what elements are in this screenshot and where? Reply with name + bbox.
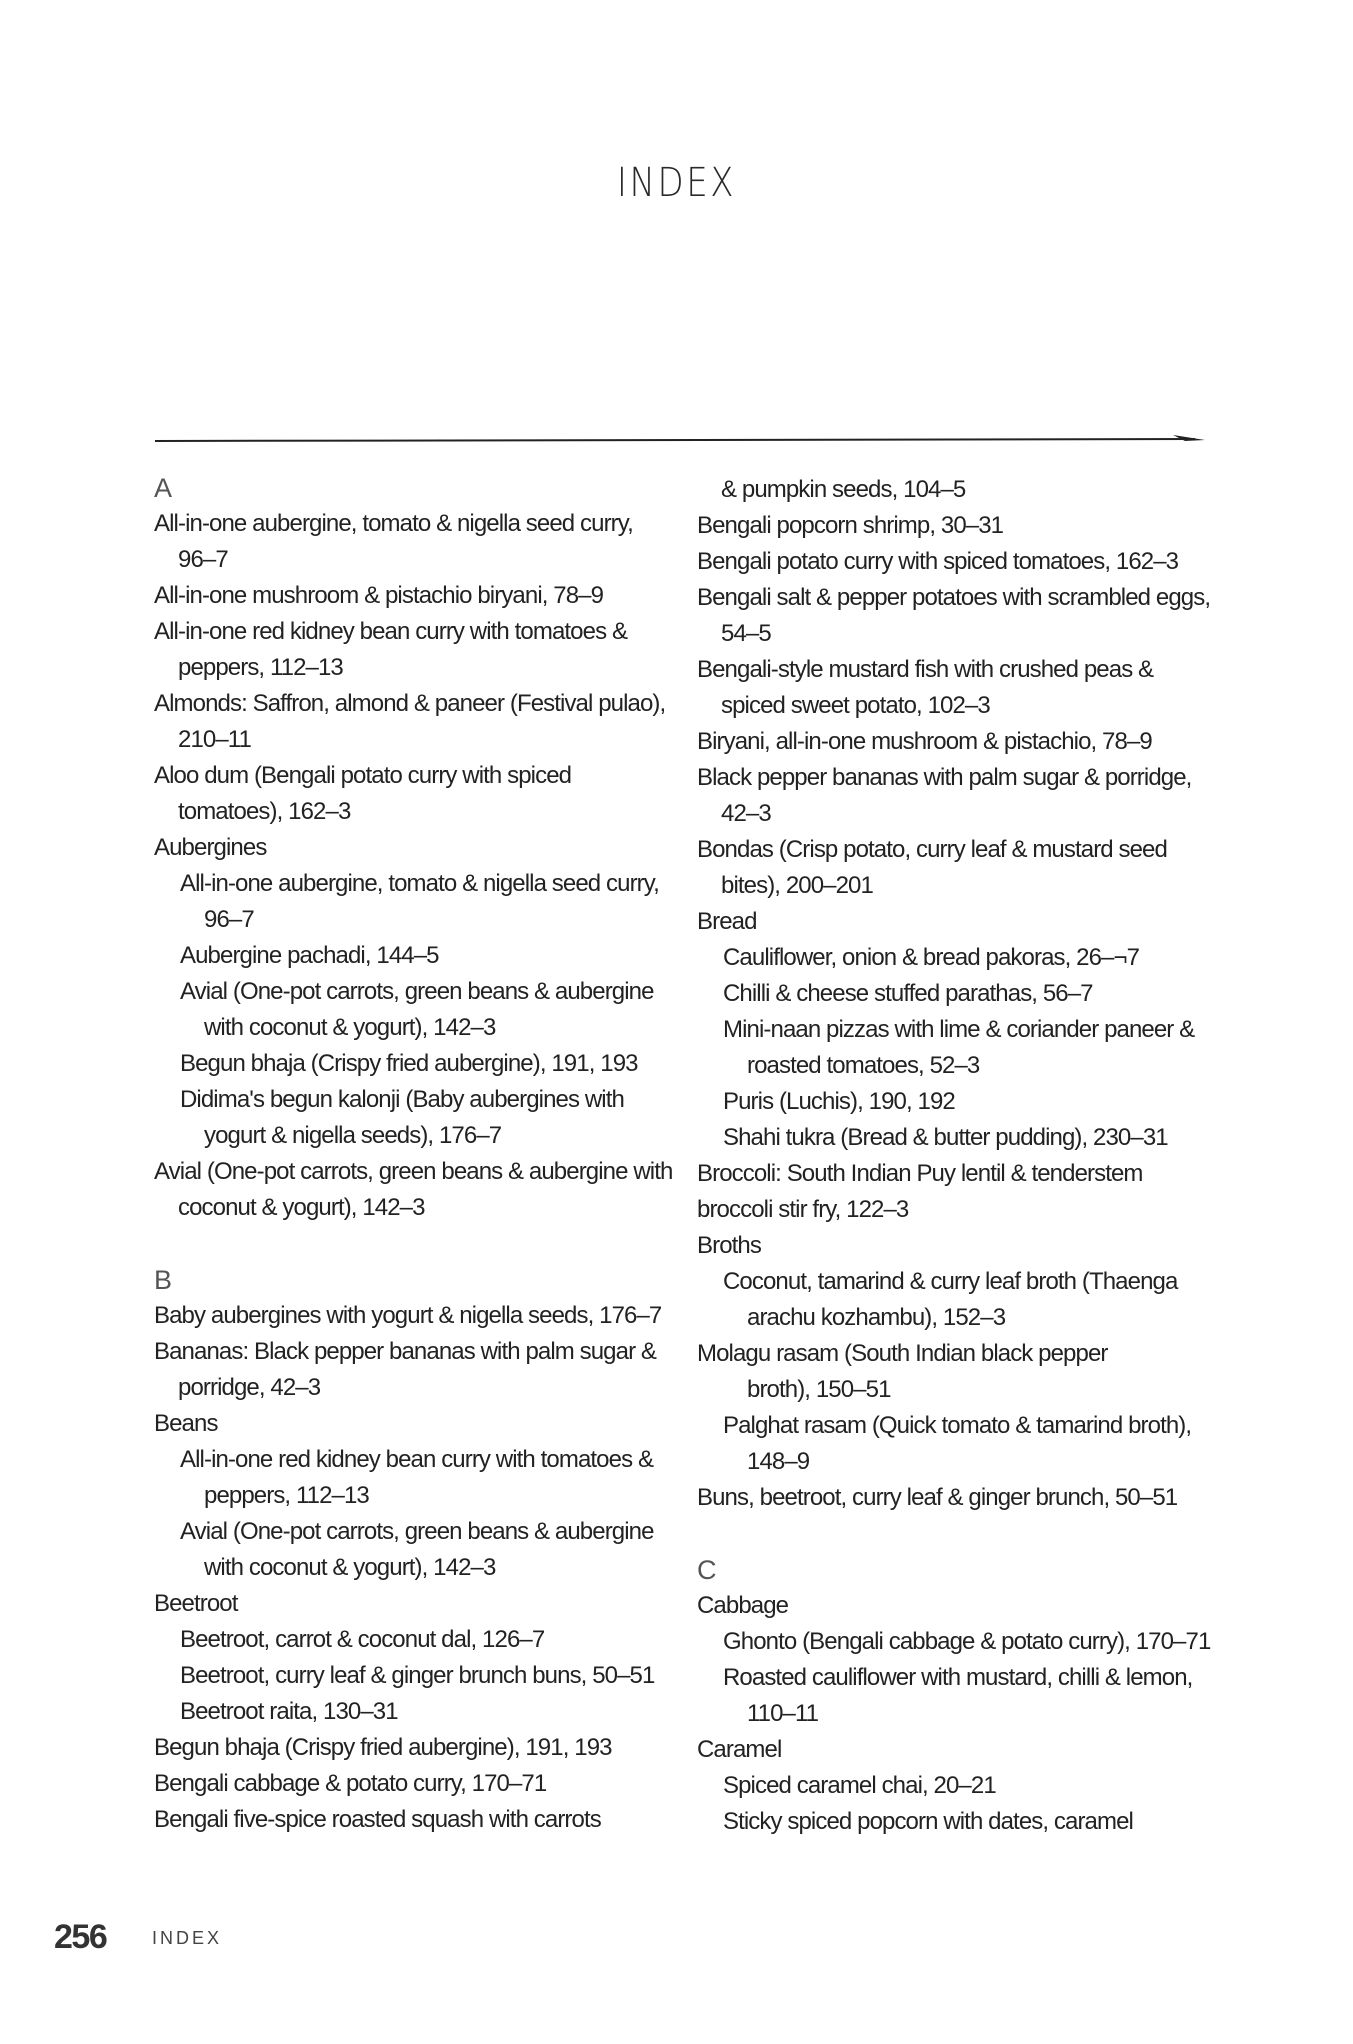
page-title: INDEX <box>616 160 737 206</box>
index-subentry: Puris (Luchis), 190, 192 <box>723 1088 955 1115</box>
index-column-left <box>154 470 674 1838</box>
index-subentry: All-in-one red kidney bean curry with tomatoes & peppers, 112–13 <box>180 1446 654 1509</box>
section-letter: B <box>154 1265 172 1295</box>
index-subentry: Shahi tukra (Bread & butter pudding), 230–31 <box>723 1124 1168 1151</box>
index-column-right <box>697 472 1217 1840</box>
index-entry: Bengali popcorn shrimp, 30–31 <box>697 512 1004 539</box>
page-number: 256 <box>54 1918 107 1956</box>
index-entry: Bengali salt & pepper potatoes with scrambled eggs, 54–5 <box>697 584 1211 647</box>
index-entry: Cabbage <box>697 1592 789 1619</box>
index-entry: Biryani, all-in-one mushroom & pistachio, 78–9 <box>697 728 1152 755</box>
index-entry: Beans <box>154 1410 218 1437</box>
index-subentry: Roasted cauliflower with mustard, chilli & lemon, 110–11 <box>723 1664 1193 1727</box>
index-subentry: Spiced caramel chai, 20–21 <box>723 1772 996 1799</box>
index-subentry: All-in-one aubergine, tomato & nigella seed curry, 96–7 <box>180 870 659 933</box>
rule-line <box>155 439 1195 441</box>
index-entry: All-in-one mushroom & pistachio biryani, 78–9 <box>154 582 604 609</box>
index-entry: Beetroot <box>154 1590 238 1617</box>
index-entry: All-in-one aubergine, tomato & nigella seed curry, 96–7 <box>154 510 633 573</box>
index-subentry: Aubergine pachadi, 144–5 <box>180 942 439 969</box>
index-subentry: Beetroot, carrot & coconut dal, 126–7 <box>180 1626 545 1653</box>
index-subentry: Mini-naan pizzas with lime & coriander paneer & roasted tomatoes, 52–3 <box>723 1016 1195 1079</box>
index-subentry: Avial (One-pot carrots, green beans & aubergine with coconut & yogurt), 142–3 <box>180 978 654 1041</box>
index-entry: Begun bhaja (Crispy fried aubergine), 191, 193 <box>154 1734 612 1761</box>
index-entry: Aloo dum (Bengali potato curry with spiced tomatoes), 162–3 <box>154 762 572 825</box>
index-subentry: Ghonto (Bengali cabbage & potato curry), 170–71 <box>723 1628 1211 1655</box>
index-subentry: Beetroot, curry leaf & ginger brunch buns, 50–51 <box>180 1662 655 1689</box>
index-entry: Almonds: Saffron, almond & paneer (Festival pulao), 210–11 <box>154 690 666 753</box>
index-entry: Avial (One-pot carrots, green beans & aubergine with coconut & yogurt), 142–3 <box>154 1158 673 1221</box>
index-entry: All-in-one red kidney bean curry with tomatoes & peppers, 112–13 <box>154 618 628 681</box>
index-entry: Bananas: Black pepper bananas with palm sugar & porridge, 42–3 <box>154 1338 657 1401</box>
running-head: INDEX <box>152 1928 223 1948</box>
index-entry: Caramel <box>697 1736 782 1763</box>
index-entry: Broccoli: South Indian Puy lentil & tenderstem <box>697 1160 1143 1187</box>
index-subentry: Avial (One-pot carrots, green beans & aubergine with coconut & yogurt), 142–3 <box>180 1518 654 1581</box>
section-letter: A <box>154 473 172 503</box>
index-entry: Buns, beetroot, curry leaf & ginger brunch, 50–51 <box>697 1484 1178 1511</box>
index-subentry: Sticky spiced popcorn with dates, caramel <box>723 1808 1133 1835</box>
index-subentry: Beetroot raita, 130–31 <box>180 1698 398 1725</box>
index-entry: Baby aubergines with yogurt & nigella seeds, 176–7 <box>154 1302 662 1329</box>
index-entry: Broths <box>697 1232 761 1259</box>
section-letter: C <box>697 1555 716 1585</box>
index-entry: Bengali cabbage & potato curry, 170–71 <box>154 1770 547 1797</box>
index-subentry: Chilli & cheese stuffed parathas, 56–7 <box>723 980 1093 1007</box>
index-entry-continuation: & pumpkin seeds, 104–5 <box>721 476 966 503</box>
index-entry-continuation: broth), 150–51 <box>747 1376 891 1403</box>
index-entry: broccoli stir fry, 122–3 <box>697 1196 909 1223</box>
index-subentry: Begun bhaja (Crispy fried aubergine), 191, 193 <box>180 1050 638 1077</box>
index-subentry: Cauliflower, onion & bread pakoras, 26–¬7 <box>723 944 1140 971</box>
index-entry: Bengali-style mustard fish with crushed peas & spiced sweet potato, 102–3 <box>697 656 1154 719</box>
index-subentry: Coconut, tamarind & curry leaf broth (Thaenga arachu kozhambu), 152–3 <box>723 1268 1178 1331</box>
index-entry: Bengali potato curry with spiced tomatoes, 162–3 <box>697 548 1179 575</box>
header-rule-arrow <box>155 430 1205 450</box>
rule-arrowhead-icon <box>1173 435 1205 441</box>
index-entry: Bread <box>697 908 757 935</box>
index-entry: Aubergines <box>154 834 267 861</box>
index-subentry: Didima's begun kalonji (Baby aubergines with yogurt & nigella seeds), 176–7 <box>180 1086 624 1149</box>
index-entry: Bondas (Crisp potato, curry leaf & mustard seed bites), 200–201 <box>697 836 1167 899</box>
index-entry: Black pepper bananas with palm sugar & porridge, 42–3 <box>697 764 1192 827</box>
index-entry: Molagu rasam (South Indian black pepper <box>697 1340 1108 1367</box>
index-entry: Bengali five-spice roasted squash with carrots <box>154 1806 601 1833</box>
index-subentry: Palghat rasam (Quick tomato & tamarind broth), 148–9 <box>723 1412 1192 1475</box>
